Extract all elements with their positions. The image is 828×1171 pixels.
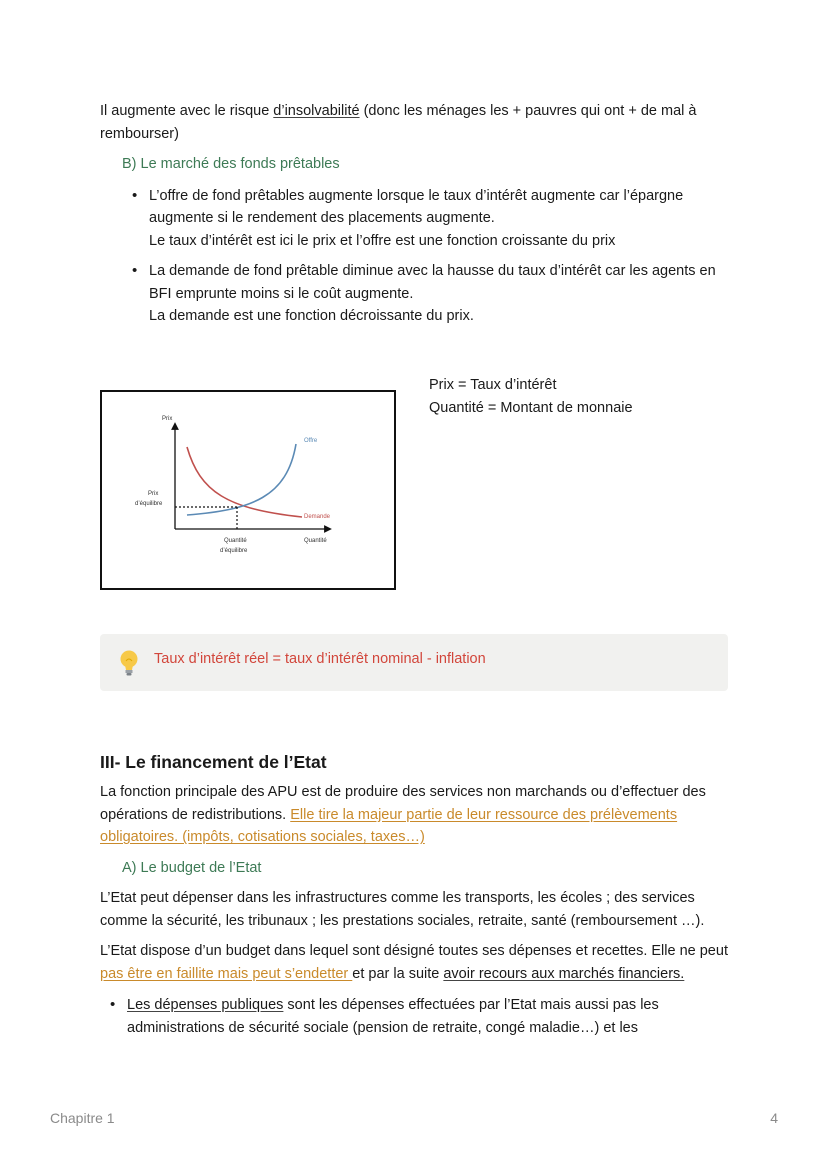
list-item: • L’offre de fond prêtables augmente lorsque le taux d’intérêt augmente car l’épargne augmente si le rendement des placements augmente. Le taux d’intérêt est ici le prix et l’offre est une fonction croissante du prix — [100, 185, 728, 253]
demande-label: Demande — [304, 514, 331, 520]
footer-page-number: 4 — [770, 1110, 778, 1126]
faillite-link[interactable]: pas être en faillite mais peut s’endetter — [100, 965, 353, 982]
paragraph-insolvabilite: Il augmente avec le risque d’insolvabilité (donc les ménages les + pauvres qui ont + de mal à rembourser) — [100, 103, 697, 142]
callout-text: Taux d’intérêt réel = taux d’intérêt nominal - inflation — [154, 651, 486, 667]
y-axis-label: Prix — [162, 416, 173, 422]
section-b-title: B) Le marché des fonds prêtables — [122, 156, 340, 172]
equilibrium-price-label-2: d’équilibre — [135, 501, 163, 507]
paragraph-apu: La fonction principale des APU est de produire des services non marchands ou d’effectuer des opérations de redistributions. Elle tire la majeur partie de leur ressource des prélèvements obligatoires. (impôts, cotisations sociales, taxes…) — [100, 784, 706, 845]
footer-chapter: Chapitre 1 — [50, 1110, 115, 1126]
section-3-body — [100, 781, 730, 1039]
paragraph-budget: L’Etat dispose d’un budget dans lequel sont désigné toutes ses dépenses et recettes. Elle ne peut pas être en faillite mais peut s’endetter et par la suite avoir recours aux marchés financiers. — [100, 943, 728, 982]
prelevements-link[interactable]: Elle tire la majeur partie de leur ressource des prélèvements obligatoires. (impôts, cotisations sociales, taxes…) — [100, 806, 678, 845]
chart-svg — [102, 392, 394, 588]
lightbulb-icon — [116, 648, 142, 678]
depenses-publiques-link[interactable]: Les dépenses publiques — [127, 997, 284, 1013]
list-item: • Les dépenses publiques sont les dépenses effectuées par l’Etat mais aussi pas les administrations de sécurité sociale (pension de retraite, congé maladie…) et les — [100, 994, 730, 1039]
marches-financiers-link[interactable]: avoir recours aux marchés financiers. — [443, 965, 685, 982]
legend-quantite: Quantité = Montant de monnaie — [429, 399, 633, 416]
callout-box — [100, 634, 728, 691]
equilibrium-qty-label-2: d’équilibre — [220, 548, 248, 554]
list-item: • La demande de fond prêtable diminue avec la hausse du taux d’intérêt car les agents en BFI emprunte moins si le coût augmente. La demande est une fonction décroissante du prix. — [100, 260, 728, 328]
paragraph-depenses: L’Etat peut dépenser dans les infrastructures comme les transports, les écoles ; des services comme la sécurité, les tribunaux ; les prestations sociales, retraite, santé (remboursement …). — [100, 890, 705, 929]
section-b-bullets — [100, 185, 728, 328]
depenses-bullets — [100, 994, 730, 1039]
page-body — [100, 100, 728, 328]
supply-demand-chart — [100, 390, 396, 590]
offre-label: Offre — [304, 438, 318, 444]
equilibrium-qty-label-1: Quantité — [224, 538, 247, 544]
legend-prix: Prix = Taux d’intérêt — [429, 377, 557, 393]
section-3-title: III- Le financement de l’Etat — [100, 752, 327, 772]
chart-legend-text — [429, 374, 633, 419]
equilibrium-price-label-1: Prix — [148, 491, 159, 497]
section-a-title: A) Le budget de l’Etat — [122, 859, 262, 876]
insolvabilite-link[interactable]: d’insolvabilité — [273, 103, 360, 119]
x-axis-label: Quantité — [304, 538, 327, 544]
